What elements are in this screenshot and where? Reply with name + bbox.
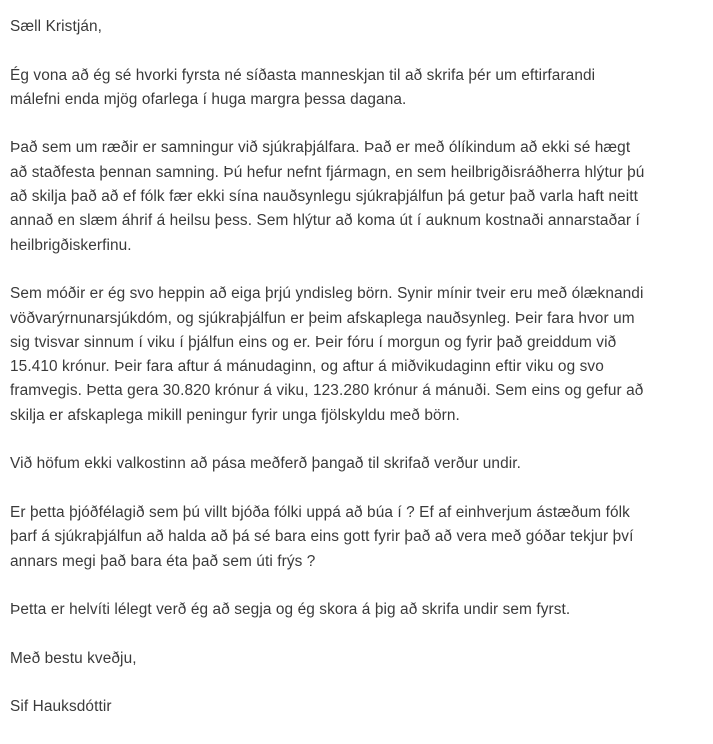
letter-greeting: Sæll Kristján,	[10, 18, 103, 35]
letter-paragraph: Það sem um ræðir er samningur við sjúkraþjálfara. Það er með ólíkindum að ekki sé hægt að staðfesta þennan samning. Þú hefur nefnt fjármagn, en sem heilbrigðisráðherra hlýtur þú að skilja það að ef fólk fær ekki sína nauðsynlegu sjúkraþjálfun þá getur það varla haft neitt annað en slæm áhrif á heilsu þess. Sem hlýtur að koma út í auknum kostnaði annarstaðar í heilbrigðiskerfinu.	[10, 139, 645, 254]
letter-paragraph: Ég vona að ég sé hvorki fyrsta né síðasta manneskjan til að skrifa þér um eftirfarandi málefni enda mjög ofarlega í huga margra þessa dagana.	[10, 66, 596, 108]
letter-paragraph: Sem móðir er ég svo heppin að eiga þrjú yndisleg börn. Synir mínir tveir eru með ólæknandi vöðvarýrnunarsjúkdóm, og sjúkraþjálfun er þeim afskaplega nauðsynleg. Þeir fara hvor um sig tvisvar sinnum í viku í þjálfun eins og er. Þeir fóru í morgun og fyrir það greiddum við 15.410 krónur. Þeir fara aftur á mánudaginn, og aftur á miðvikudaginn eftir viku og svo framvegis. Þetta gera 30.820 krónur á viku, 123.280 krónur á mánuði. Sem eins og gefur að skilja er afskaplega mikill peningur fyrir unga fjölskyldu með börn.	[10, 285, 644, 424]
letter-body	[10, 15, 713, 744]
letter-closing: Með bestu kveðju,	[10, 649, 137, 667]
letter-signature: Sif Hauksdóttir	[10, 698, 112, 716]
letter-paragraph: Er þetta þjóðfélagið sem þú villt bjóða fólki uppá að búa í ? Ef af einhverjum ástæðum fólk þarf á sjúkraþjálfun að halda að þá sé bara eins gott fyrir það að vera með góðar tekjur því annars megi það bara éta það sem úti frýs ?	[10, 503, 634, 570]
letter-paragraph: Þetta er helvíti lélegt verð ég að segja og ég skora á þig að skrifa undir sem fyrst.	[10, 601, 571, 619]
letter-paragraph: Við höfum ekki valkostinn að pása meðferð þangað til skrifað verður undir.	[10, 455, 522, 473]
